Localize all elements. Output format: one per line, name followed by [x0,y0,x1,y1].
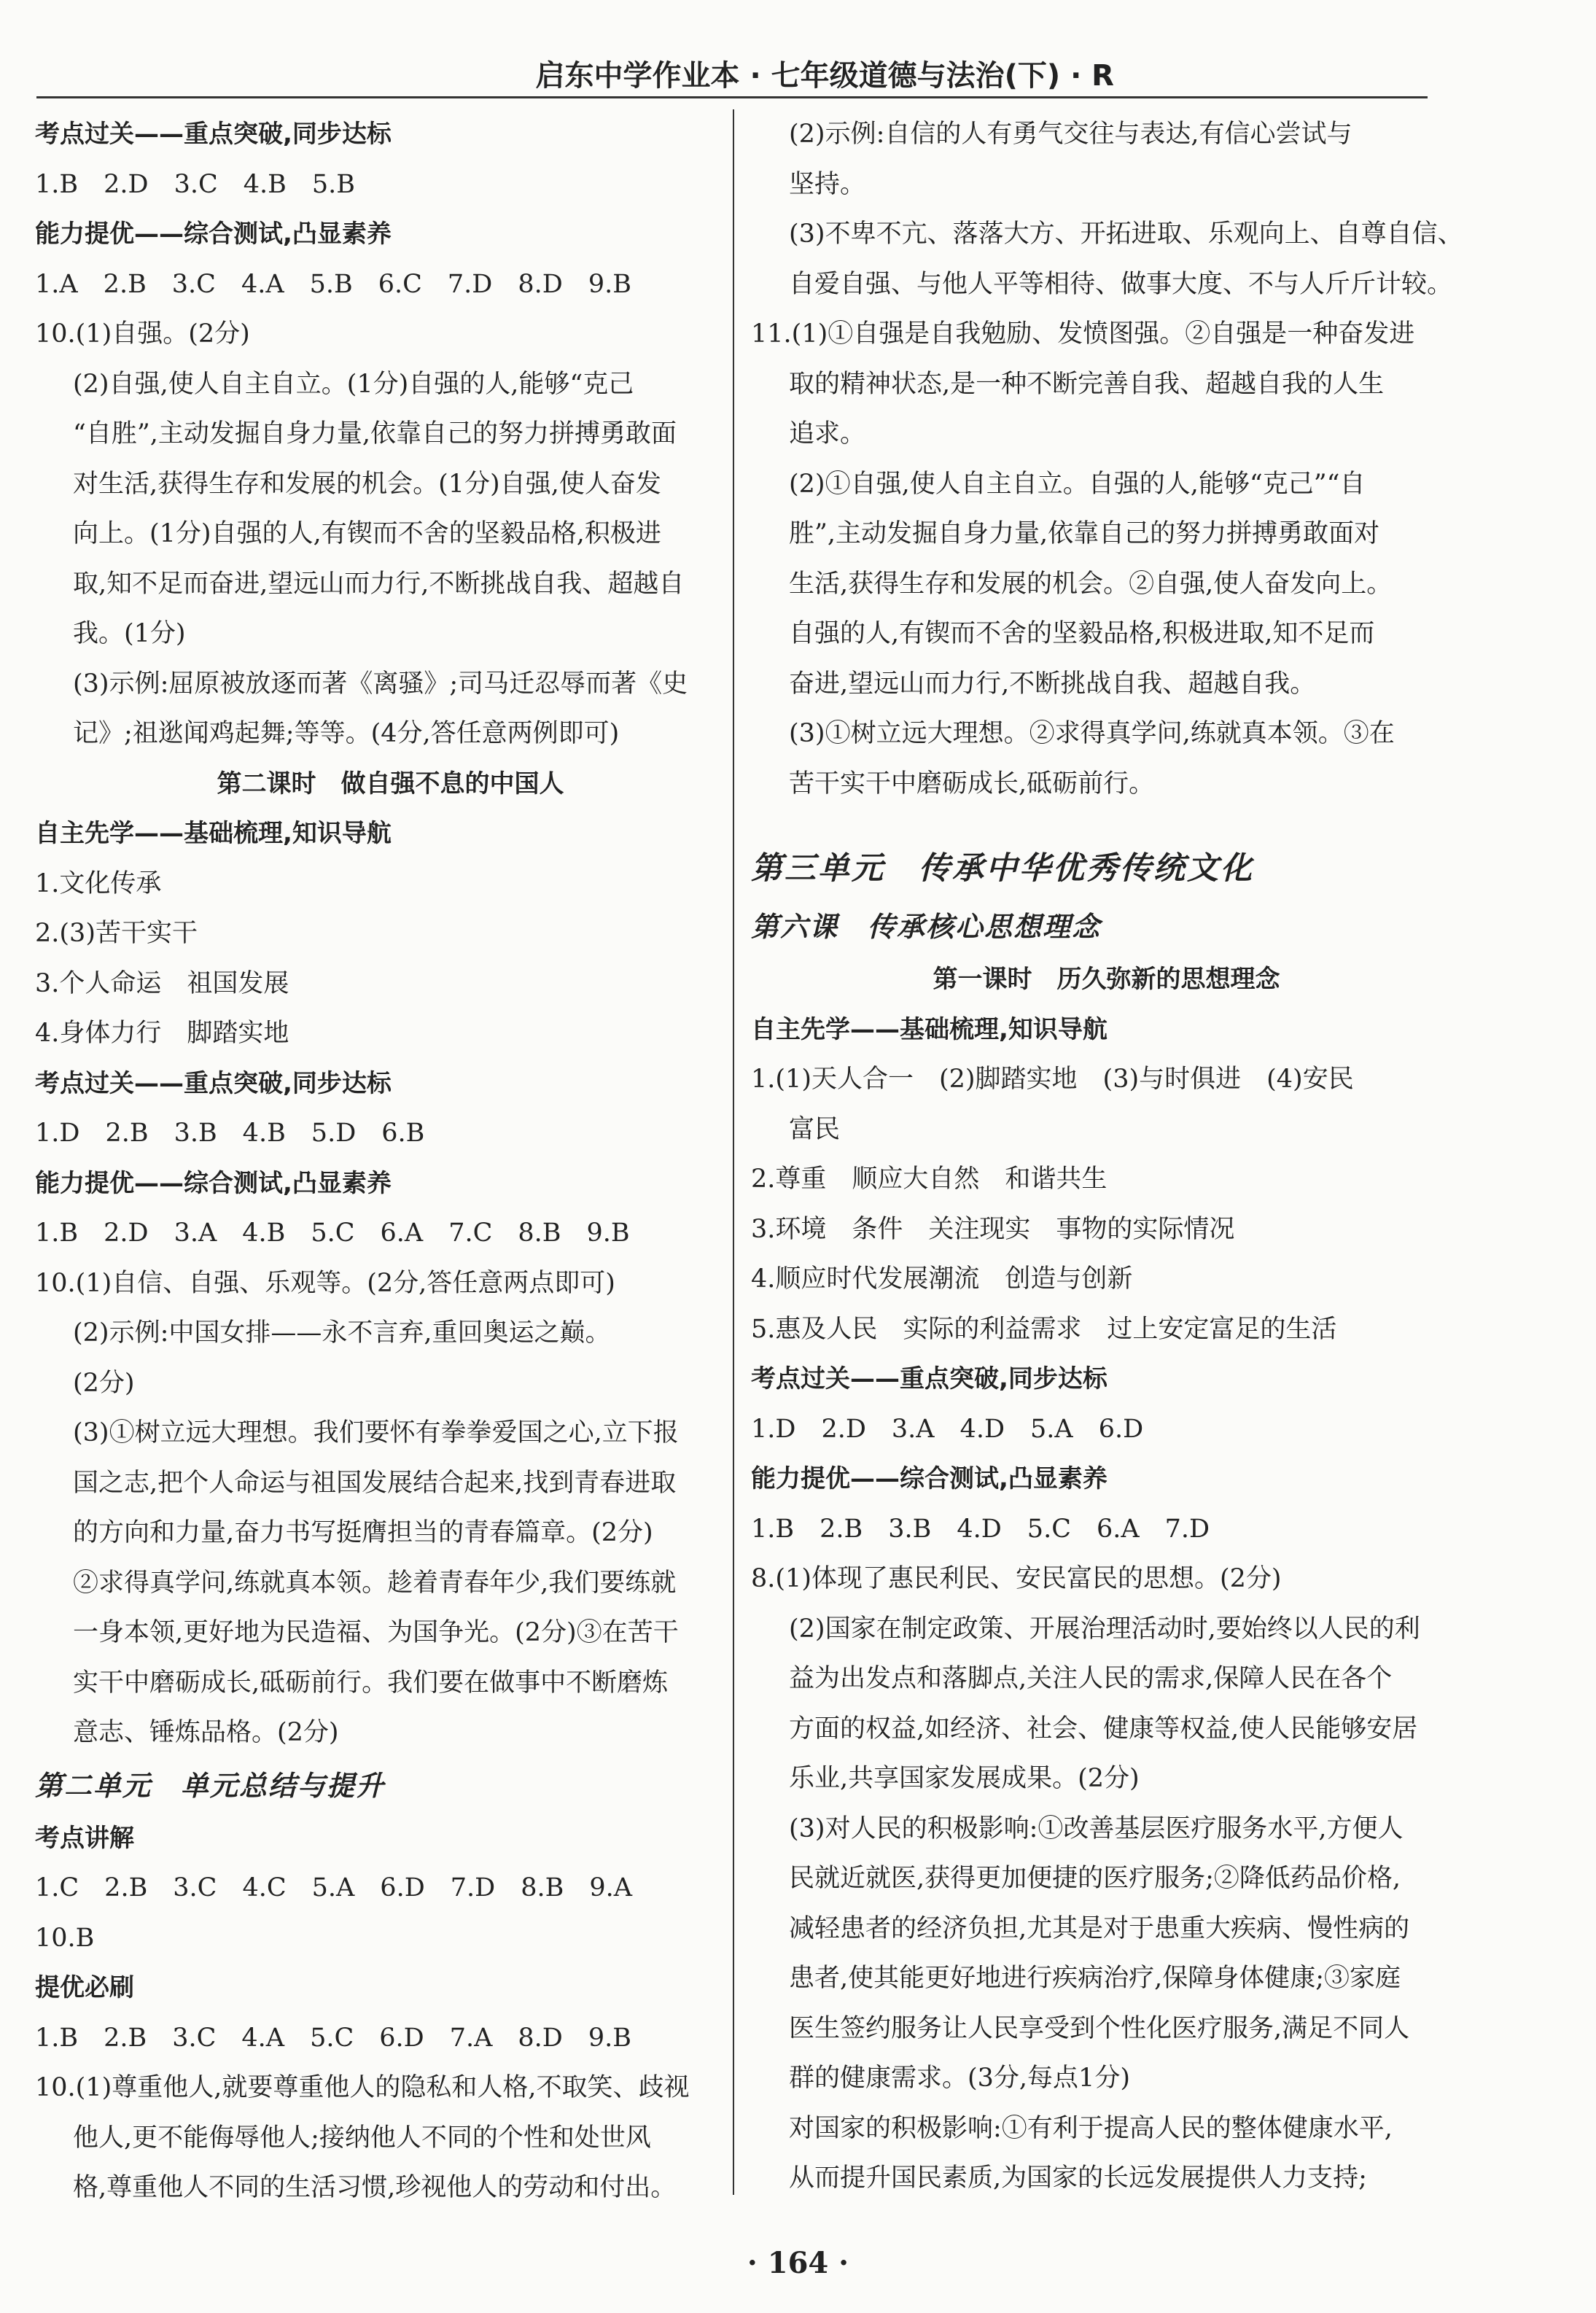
answer-line: 3.环境 条件 关注现实 事物的实际情况 [751,1214,1235,1244]
answer-line: 1.B 2.B 3.C 4.A 5.C 6.D 7.A 8.D 9.B [35,2023,631,2053]
section-heading: 自主先学——基础梳理,知识导航 [751,1014,1108,1044]
answer-continuation: 格,尊重他人不同的生活习惯,珍视他人的劳动和付出。 [73,2173,677,2202]
answer-continuation: (2)国家在制定政策、开展治理活动时,要始终以人民的利 [789,1614,1420,1644]
section-heading: 考点过关——重点突破,同步达标 [35,120,392,149]
answer-line: 10.B [35,1923,95,1953]
answer-continuation: 记》;祖逖闻鸡起舞;等等。(4分,答任意两例即可) [73,719,620,748]
answer-line: 1.文化传承 [35,868,162,898]
answer-continuation: 的方向和力量,奋力书写挺膺担当的青春篇章。(2分) [73,1518,653,1547]
section-heading: 能力提优——综合测试,凸显素养 [35,219,392,249]
answer-continuation: 一身本领,更好地为民造福、为国争光。(2分)③在苦干 [73,1618,679,1647]
right-column [751,109,1463,2204]
spacer [751,809,1433,838]
answer-line: 1.C 2.B 3.C 4.C 5.A 6.D 7.D 8.B 9.A [35,1873,632,1902]
answer-continuation: 自强的人,有锲而不舍的坚毅品格,积极进取,知不足而 [789,619,1375,648]
column-divider [733,109,734,2195]
answer-line: 10.(1)自强。(2分) [35,319,250,349]
page-number: · 164 · [747,2246,849,2280]
answer-continuation: (3)不卑不亢、落落大方、开拓进取、乐观向上、自尊自信、 [789,219,1463,249]
section-heading: 能力提优——综合测试,凸显素养 [35,1168,392,1198]
lesson-subtitle: 第一课时 历久弥新的思想理念 [933,965,1280,994]
answer-continuation: “自胜”,主动发掘自身力量,依靠自己的努力拼搏勇敢面 [73,419,677,448]
answer-continuation: 向上。(1分)自强的人,有锲而不舍的坚毅品格,积极进 [73,519,661,548]
answer-continuation: 追求。 [789,419,866,448]
answer-line: 2.(3)苦干实干 [35,919,198,948]
answer-continuation: 自爱自强、与他人平等相待、做事大度、不与人斤斤计较。 [789,269,1453,299]
answer-continuation: 富民 [789,1114,841,1144]
answer-continuation: 从而提升国民素质,为国家的长远发展提供人力支持; [789,2164,1367,2193]
answer-line: 1.D 2.B 3.B 4.B 5.D 6.B [35,1119,425,1148]
answer-continuation: 对生活,获得生存和发展的机会。(1分)自强,使人奋发 [73,469,661,499]
answer-continuation: 生活,获得生存和发展的机会。②自强,使人奋发向上。 [789,569,1393,599]
answer-continuation: ②求得真学问,练就真本领。趁着青春年少,我们要练就 [73,1568,677,1598]
answer-line: 11.(1)①自强是自我勉励、发愤图强。②自强是一种奋发进 [751,319,1415,349]
section-heading: 考点讲解 [35,1823,134,1853]
section-heading: 考点过关——重点突破,同步达标 [35,1068,392,1098]
answer-continuation: 我。(1分) [73,619,186,648]
answer-continuation: 意志、锤炼品格。(2分) [73,1718,339,1747]
answer-continuation: 益为出发点和落脚点,关注人民的需求,保障人民在各个 [789,1664,1393,1693]
answer-continuation: (3)①树立远大理想。②求得真学问,练就真本领。③在 [789,719,1395,748]
answer-line: 1.A 2.B 3.C 4.A 5.B 6.C 7.D 8.D 9.B [35,269,631,299]
section-heading: 自主先学——基础梳理,知识导航 [35,819,392,848]
answer-continuation: 胜”,主动发掘自身力量,依靠自己的努力拼搏勇敢面对 [789,519,1380,548]
lesson-subtitle: 第二课时 做自强不息的中国人 [217,769,564,798]
section-heading: 提优必刷 [35,1973,134,2002]
answer-line: 3.个人命运 祖国发展 [35,968,289,998]
answer-continuation: 实干中磨砺成长,砥砺前行。我们要在做事中不断磨炼 [73,1668,669,1698]
left-column [35,109,717,2213]
answer-line: 4.身体力行 脚踏实地 [35,1019,289,1048]
answer-continuation: 民就近就医,获得更加便捷的医疗服务;②降低药品价格, [789,1864,1401,1893]
answer-line: 2.尊重 顺应大自然 和谐共生 [751,1165,1108,1194]
answer-continuation: 奋进,望远山而力行,不断挑战自我、超越自我。 [789,669,1316,699]
answer-continuation: (2)①自强,使人自主自立。自强的人,能够“克己”“自 [789,469,1366,499]
answer-continuation: 苦干实干中磨砺成长,砥砺前行。 [789,769,1155,798]
answer-line: 10.(1)尊重他人,就要尊重他人的隐私和人格,不取笑、歧视 [35,2073,690,2102]
lesson-title: 第六课 传承核心思想理念 [751,910,1102,943]
page-header [36,47,1428,98]
answer-continuation: (2)自强,使人自主自立。(1分)自强的人,能够“克己 [73,369,634,399]
answer-continuation: 患者,使其能更好地进行疾病治疗,保障身体健康;③家庭 [789,1964,1401,1993]
answer-continuation: 方面的权益,如经济、社会、健康等权益,使人民能够安居 [789,1714,1418,1744]
answer-line: 1.B 2.D 3.C 4.B 5.B [35,169,355,199]
section-heading: 能力提优——综合测试,凸显素养 [751,1464,1108,1493]
answer-line: 1.B 2.B 3.B 4.D 5.C 6.A 7.D [751,1514,1210,1544]
answer-line: 1.B 2.D 3.A 4.B 5.C 6.A 7.C 8.B 9.B [35,1218,630,1248]
answer-continuation: 坚持。 [789,169,866,199]
answer-continuation: (2)示例:自信的人有勇气交往与表达,有信心尝试与 [789,120,1352,149]
answer-continuation: 取,知不足而奋进,望远山而力行,不断挑战自我、超越自 [73,569,685,599]
answer-continuation: 减轻患者的经济负担,尤其是对于患重大疾病、慢性病的 [789,1913,1410,1943]
answer-line: 1.D 2.D 3.A 4.D 5.A 6.D [751,1414,1144,1444]
answer-line: 10.(1)自信、自强、乐观等。(2分,答任意两点即可) [35,1268,615,1298]
answer-continuation: 乐业,共享国家发展成果。(2分) [789,1764,1140,1793]
section-heading: 考点过关——重点突破,同步达标 [751,1364,1108,1393]
answer-line: 5.惠及人民 实际的利益需求 过上安定富足的生活 [751,1314,1337,1344]
answer-continuation: 国之志,把个人命运与祖国发展结合起来,找到青春进取 [73,1468,677,1498]
answer-continuation: (3)示例:屈原被放逐而著《离骚》;司马迁忍辱而著《史 [73,669,688,699]
answer-continuation: 对国家的积极影响:①有利于提高人民的整体健康水平, [789,2113,1393,2143]
unit-title: 第三单元 传承中华优秀传统文化 [751,850,1254,887]
answer-continuation: 取的精神状态,是一种不断完善自我、超越自我的人生 [789,369,1385,399]
answer-line: 1.(1)天人合一 (2)脚踏实地 (3)与时俱进 (4)安民 [751,1065,1354,1094]
answer-continuation: 他人,更不能侮辱他人;接纳他人不同的个性和处世风 [73,2123,651,2153]
answer-line: 4.顺应时代发展潮流 创造与创新 [751,1264,1133,1294]
answer-line: 8.(1)体现了惠民利民、安民富民的思想。(2分) [751,1564,1282,1593]
answer-continuation: 群的健康需求。(3分,每点1分) [789,2064,1130,2093]
answer-continuation: (2)示例:中国女排——永不言弃,重回奥运之巅。 [73,1318,611,1348]
answer-continuation: (2分) [73,1368,135,1398]
book-title: 启东中学作业本 · 七年级道德与法治(下) · R [535,59,1114,93]
answer-continuation: (3)①树立远大理想。我们要怀有拳拳爱国之心,立下报 [73,1418,679,1447]
answer-continuation: (3)对人民的积极影响:①改善基层医疗服务水平,方便人 [789,1814,1404,1843]
lesson-title: 第二单元 单元总结与提升 [35,1768,386,1802]
answer-continuation: 医生签约服务让人民享受到个性化医疗服务,满足不同人 [789,2013,1410,2043]
